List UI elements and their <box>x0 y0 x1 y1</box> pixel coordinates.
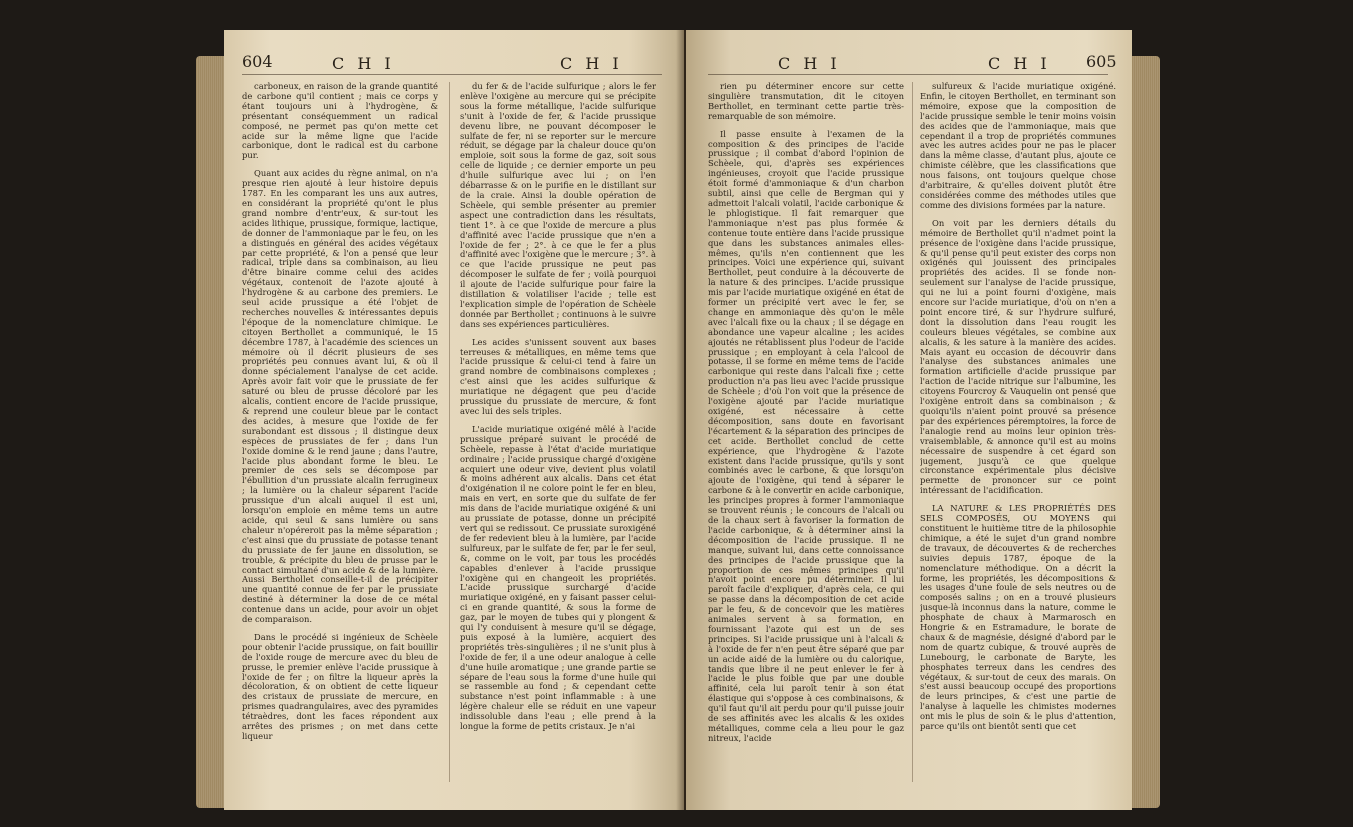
text-column-left <box>242 82 438 792</box>
right-page <box>686 30 1132 810</box>
text-column-right <box>460 82 656 792</box>
running-header: C H I <box>332 54 395 73</box>
paragraph: Les acides s'unissent souvent aux bases terreuses & métalliques, en même tems que l'acide prussique & celui-ci tend à faire un grand nombre de combinaisons complexes ; c'est ainsi que les acides sulfurique & muriatique ne dégagent que peu d'acide prussique du prussiate de mercure, & font avec lui des sels triples. <box>460 336 656 416</box>
paragraph: rien pu déterminer encore sur cette singulière transmutation, dit le citoyen Berthollet, en terminant cette partie très-remarquable de son mémoire. <box>708 82 904 121</box>
page-number: 605 <box>1086 52 1117 71</box>
header-rule <box>242 74 662 75</box>
left-page <box>224 30 684 810</box>
paragraph: du fer & de l'acide sulfurique ; alors le fer enlève l'oxigène au mercure qui se précipite sous la forme métallique, l'acide sulfurique s'unit à l'oxide de fer, & l'acide prussique devenu libre, ne pouvant décomposer le sulfate de fer, ni se reporter sur le mercure réduit, se dégage par la chaleur douce qu'on emploie, soit sous la forme de gaz, soit sous celle de liquide ; ce dernier emporte un peu d'huile sulfurique avec lui ; on l'en débarrasse & on le purifie en le distillant sur de la craie. Ainsi la double opération de Schèele, qui semble présenter au premier aspect une contradiction dans les résultats, tient 1°. à ce que l'oxide de mercure a plus d'affinité avec l'acide prussique que n'en a l'oxide de fer ; 2°. à ce que le fer a plus d'affinité avec l'oxigène que le mercure ; 3°. à ce que l'acide prussique ne peut pas décomposer le sulfate de fer ; voilà pourquoi il ajoute de l'acide sulfurique pour faire la distillation & volatiliser l'acide ; telle est l'explication simple de l'opération de Schèele donnée par Berthollet ; continuons à le suivre dans ses expériences particulières. <box>460 82 656 329</box>
text-column-left <box>708 82 904 792</box>
paragraph: On voit par les derniers détails du mémoire de Berthollet qu'il n'admet point la présence de l'oxigène dans l'acide prussique, & qu'il pense qu'il peut exister des corps non oxigénés qui jouissent des principales propriétés des acides. Il se fonde non-seulement sur l'analyse de l'acide prussique, qui ne lui a point fourni d'oxigène, mais encore sur l'acide muriatique, d'où on n'en a point encore tiré, & sur l'hydrure sulfuré, dont la dissolution dans l'eau rougit les couleurs bleues végétales, se combine aux alcalis, & les sature à la manière des acides. Mais ayant eu occasion de découvrir dans l'analyse des substances animales une formation artificielle d'acide prussique par l'action de l'acide nitrique sur l'albumine, les citoyens Fourcroy & Vauquelin ont pensé que l'oxigène entroit dans sa combinaison ; & quoiqu'ils n'aient point prouvé sa présence par des expériences péremptoires, la force de l'analogie rend au moins leur opinion très-vraisemblable, & annonce qu'il est au moins nécessaire de suspendre à cet égard son jugement, jusqu'à ce que quelque circonstance expérimentale plus décisive permette de prononcer sur ce point intéressant de l'acidification. <box>920 217 1116 496</box>
paragraph: L'acide muriatique oxigéné mêlé à l'acide prussique préparé suivant le procédé de Schèele, repasse à l'état d'acide muriatique ordinaire ; l'acide prussique chargé d'oxigène acquiert une odeur vive, devient plus volatil & moins adhérent aux alcalis. Dans cet état d'oxigénation il ne colore point le fer en bleu, mais en vert, en sorte que du sulfate de fer mis dans de l'acide muriatique oxigéné & uni au prussiate de potasse, donne un précipité vert qui se redissout. Ce prussiate suroxigéné de fer redevient bleu à la lumière, par l'acide sulfureux, par le sulfate de fer, par le fer seul, &, comme on le voit, par tous les procédés capables d'enlever à l'acide prussique l'oxigène qui en changeoit les propriétés. L'acide prussique surchargé d'acide muriatique oxigéné, en y faisant passer celui-ci en grande quantité, & sous la forme de gaz, par le moyen de tubes qui y plongent & qui l'y conduisent à mesure qu'il se dégage, puis exposé à la lumière, acquiert des propriétés très-singulières ; il ne s'unit plus à l'oxide de fer, il a une odeur analogue à celle d'une huile aromatique ; une grande partie se sépare de l'eau sous la forme d'une huile qui se rassemble au fond ; & cependant cette substance n'est point inflammable : à une légère chaleur elle se réduit en une vapeur indissoluble dans l'eau ; elle prend à la longue la forme de petits cristaux. Je n'ai <box>460 423 656 732</box>
book-edge-left <box>196 56 226 808</box>
paragraph: carboneux, en raison de la grande quantité de carbone qu'il contient ; mais ce corps y étant toujours uni à l'hydrogène, & présentant conséquemment un radical composé, ne permet pas qu'on mette cet acide sur la même ligne que l'acide carbonique, dont le radical est du carbone pur. <box>242 82 438 161</box>
paragraph: Dans le procédé si ingénieux de Schèele pour obtenir l'acide prussique, on fait bouillir de l'oxide rouge de mercure avec du bleu de prusse, le premier enlève l'acide prussique à l'oxide de fer ; on filtre la liqueur après la décoloration, & on obtient de cette liqueur des cristaux de prussiate de mercure, en prismes quadrangulaires, avec des pyramides tétraèdres, dont les faces répondent aux arrêtes des prismes ; on met dans cette liqueur <box>242 631 438 741</box>
book-edge-right <box>1130 56 1160 808</box>
header-rule <box>708 74 1108 75</box>
running-header: C H I <box>778 54 841 73</box>
running-header: C H I <box>560 54 623 73</box>
paragraph: Quant aux acides du règne animal, on n'a presque rien ajouté à leur histoire depuis 1787. En les comparant les uns aux autres, en considérant la propriété qu'ont le plus grand nombre d'entr'eux, & sur-tout les acides lithique, prussique, formique, lactique, de donner de l'ammoniaque par le feu, on les a distingués en général des acides végétaux par cette propriété, & l'on a pensé que leur radical, triple dans sa combinaison, au lieu d'être binaire comme celui des acides végétaux, contenoit de l'azote ajouté à l'hydrogène & au carbone des premiers. Le seul acide prussique a été l'objet de recherches nouvelles & intéressantes depuis l'époque de la nomenclature chimique. Le citoyen Berthollet a communiqué, le 15 décembre 1787, à l'académie des sciences un mémoire où il décrit plusieurs de ses propriétés peu connues avant lui, & où il donne spécialement l'analyse de cet acide. Après avoir fait voir que le prussiate de fer saturé ou bleu de prusse décoloré par les alcalis, contient encore de l'acide prussique, & reprend une couleur bleue par le contact des acides, à mesure que l'oxide de fer surabondant est dissous ; il distingue deux espèces de prussiates de fer ; dans l'un l'oxide domine & le rend jaune ; dans l'autre, l'acide plus abondant forme le bleu. Le premier de ces sels se décompose par l'ébullition d'un prussiate alcalin ferrugineux ; la lumière ou la chaleur séparent l'acide prussique d'un alcali auquel il est uni, lorsqu'on emploie en même tems un autre acide, qui seul & sans lumière ou sans chaleur n'opéreroit pas la même séparation ; c'est ainsi que du prussiate de potasse tenant du prussiate de fer jaune en dissolution, se trouble, & précipite du bleu de prusse par le contact simultané d'un acide & de la lumière. Aussi Berthollet conseille-t-il de précipiter une quantité connue de fer par le prussiate destiné à déterminer la dose de ce métal contenue dans un acide, pour avoir un objet de comparaison. <box>242 168 438 625</box>
paragraph: sulfureux & l'acide muriatique oxigéné. Enfin, le citoyen Berthollet, en terminant son mémoire, expose que la composition de l'acide prussique semble le tenir moins voisin des acides que de l'ammoniaque, mais que cependant il a trop de propriétés communes avec les autres acides pour ne pas le placer dans la même classe, d'autant plus, ajoute ce chimiste célèbre, que les classifications que nous faisons, ont toujours quelque chose d'arbitraire, & qu'elles doivent plutôt être considérées comme des méthodes utiles que comme des divisions formées par la nature. <box>920 82 1116 210</box>
paragraph: Il passe ensuite à l'examen de la composition & des principes de l'acide prussique ; il combat d'abord l'opinion de Schèele, qui, d'après ses expériences ingénieuses, croyoit que l'acide prussique étoit formé d'ammoniaque & d'un charbon subtil, ainsi que celle de Bergman qui y admettoit l'alcali volatil, l'acide carbonique & le phlogistique. Il fait remarquer que l'ammoniaque n'est pas plus formée & contenue toute entière dans l'acide prussique que dans les substances animales elles-mêmes, qu'ils n'en contiennent que les principes. Voici une expérience qui, suivant Berthollet, peut conduire à la découverte de la nature & des principes. L'acide prussique mis par l'acide muriatique oxigéné en état de former un précipité vert avec le fer, se change en ammoniaque dès qu'on le mêle avec l'alcali fixe ou la chaux ; il se dégage en abondance une vapeur alcaline ; les acides ajoutés ne rétablissent plus l'odeur de l'acide prussique ; en employant à cela l'alcool de potasse, il se forme en même tems de l'acide carbonique qui reste dans l'alcali fixe ; cette production n'a pas lieu avec l'acide prussique de Schèele ; d'où l'on voit que la présence de l'oxigène ajouté par l'acide muriatique oxigéné, est nécessaire à cette décomposition, sans doute en favorisant l'écartement & la séparation des principes de cet acide. Berthollet conclud de cette expérience, que l'hydrogène & l'azote existent dans l'acide prussique, qu'ils y sont combinés avec le carbone, & que lorsqu'on ajoute de l'oxigène, qui tend à séparer le carbone & à le convertir en acide carbonique, les principes propres à former l'ammoniaque se trouvent réunis ; le concours de l'alcali ou de la chaux sert à favoriser la formation de l'acide carbonique, & à déterminer ainsi la décomposition de l'acide prussique. Il ne manque, suivant lui, dans cette connoissance des principes de l'acide prussique que la proportion de ces mêmes principes qu'il n'avoit point encore pu déterminer. Il lui paroît facile d'expliquer, d'après cela, ce qui se passe dans la décomposition de cet acide par le feu, & de concevoir que les matières animales servent à sa formation, en fournissant l'azote qui est un de ses principes. Si l'acide prussique uni à l'alcali & à l'oxide de fer n'en peut être séparé que par un acide aidé de la lumière ou du calorique, tandis que libre il ne peut enlever le fer à l'acide le plus foible que par une double affinité, cela lui paroît tenir à son état élastique qui s'oppose à ces combinaisons, & qu'il faut qu'il ait perdu pour qu'il puisse jouir de ses affinités avec les alcalis & les oxides métalliques, comme cela a lieu pour le gaz nitreux, l'acide <box>708 128 904 743</box>
running-header: C H I <box>988 54 1051 73</box>
column-rule <box>912 82 913 782</box>
page-number: 604 <box>242 52 273 71</box>
paragraph: LA NATURE & LES PROPRIÉTÉS DES SELS COMPOSÉS, OU MOYENS qui constituent le huitième titre de la philosophie chimique, a été le sujet d'un grand nombre de travaux, de découvertes & de recherches suivies depuis 1787, époque de la nomenclature méthodique. On a décrit la forme, les propriétés, les décompositions & les usages d'une foule de sels neutres ou de composés salins ; on en a trouvé plusieurs jusque-là inconnus dans la nature, comme le phosphate de chaux à Marmarosch en Hongrie & en Estramadure, le borate de chaux & de magnésie, désigné d'abord par le nom de quartz cubique, & trouvé auprès de Lunebourg, le carbonate de Baryte, les phosphates terreux dans les cendres des végétaux, & sur-tout de ceux des marais. On s'est aussi beaucoup occupé des proportions de leurs principes, & c'est une partie de l'analyse à laquelle les chimistes modernes ont mis le plus de soin & le plus d'attention, parce qu'ils ont bientôt senti que cet <box>920 503 1116 732</box>
text-column-right <box>920 82 1116 792</box>
column-rule <box>449 82 450 782</box>
